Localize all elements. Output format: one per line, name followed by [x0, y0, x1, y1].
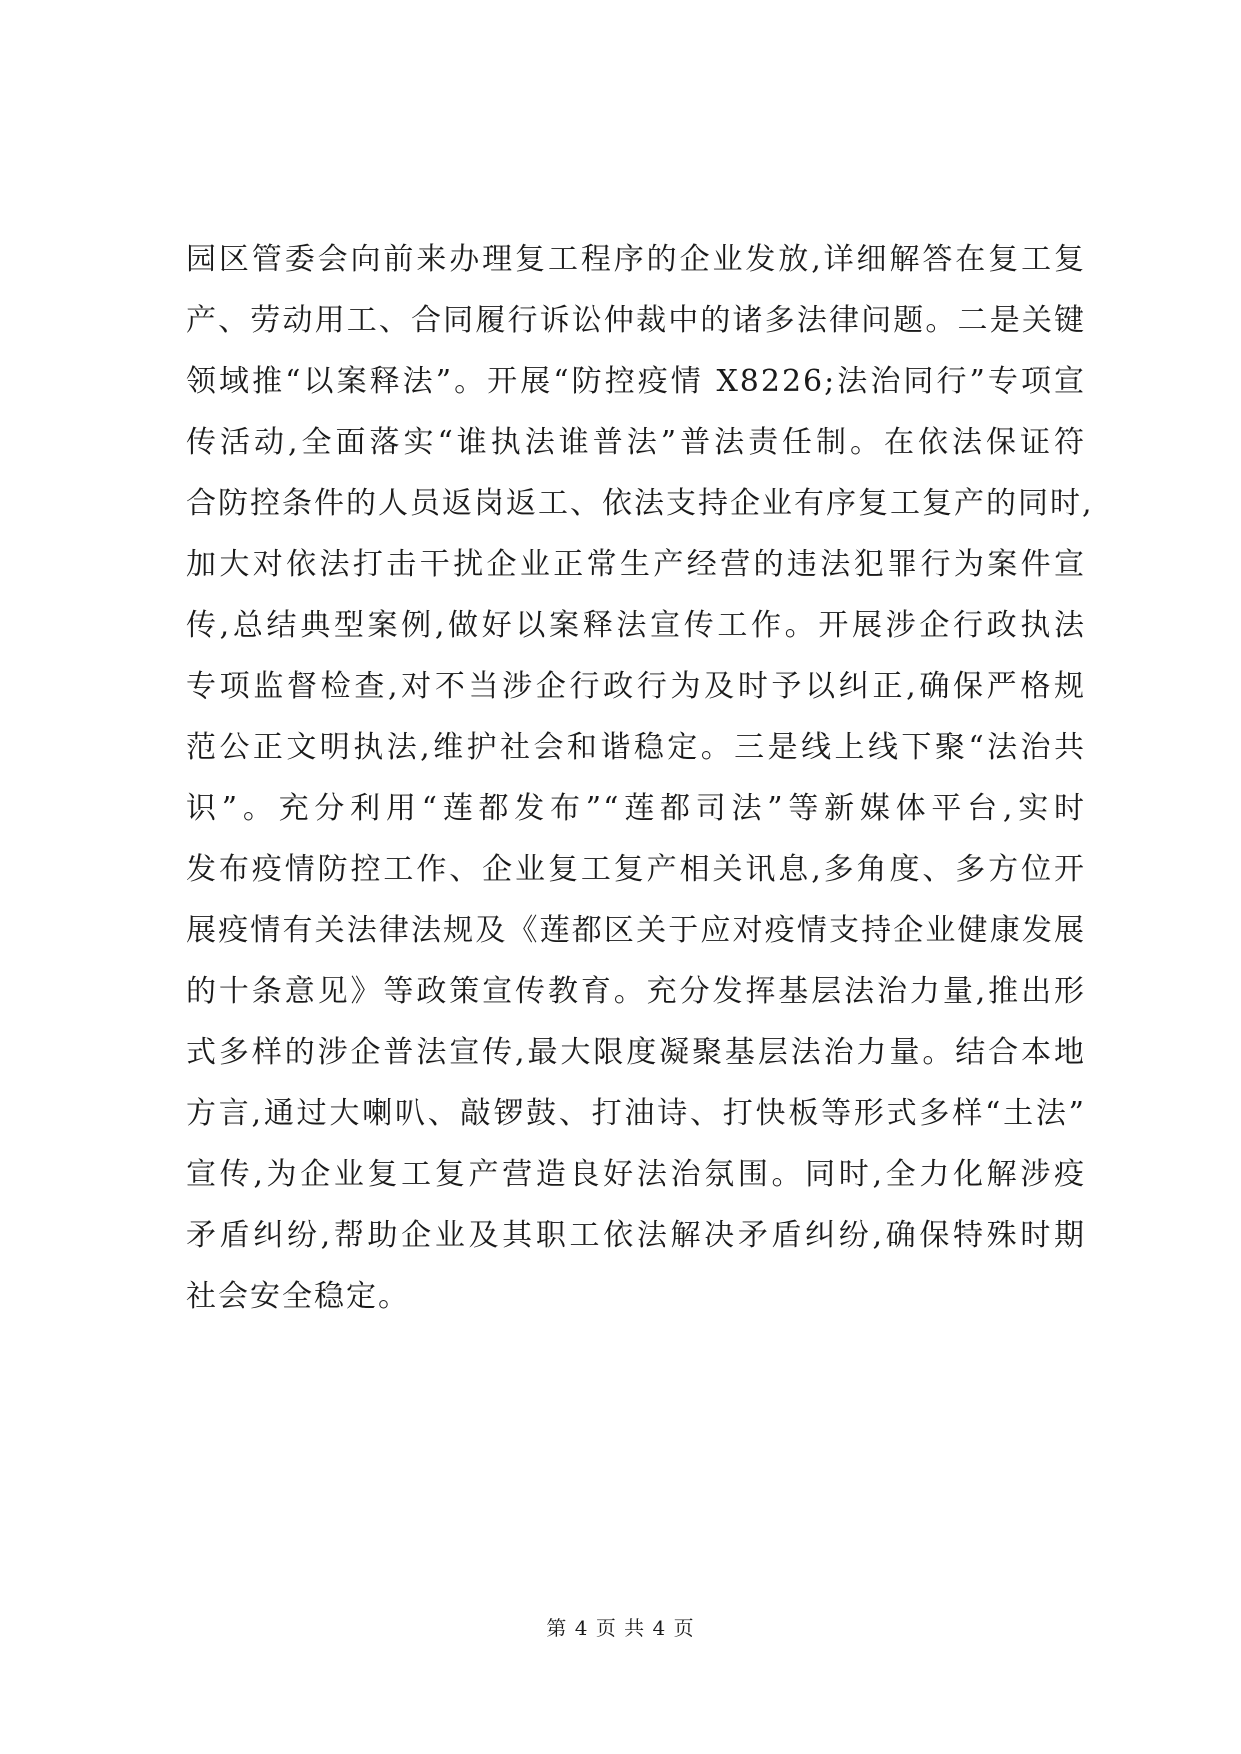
page-number-footer: 第 4 页 共 4 页 — [546, 1616, 695, 1640]
text-line: 专项监督检查,对不当涉企行政行为及时予以纠正,确保严格规 — [186, 669, 1086, 704]
text-line: 方言,通过大喇叭、敲锣鼓、打油诗、打快板等形式多样“土法” — [186, 1096, 1086, 1131]
text-line: 矛盾纠纷,帮助企业及其职工依法解决矛盾纠纷,确保特殊时期 — [186, 1218, 1086, 1253]
text-line: 展疫情有关法律法规及《莲都区关于应对疫情支持企业健康发展 — [186, 913, 1086, 948]
text-line: 合防控条件的人员返岗返工、依法支持企业有序复工复产的同时, — [186, 486, 1094, 521]
text-line: 式多样的涉企普法宣传,最大限度凝聚基层法治力量。结合本地 — [186, 1035, 1086, 1070]
text-line: 产、劳动用工、合同履行诉讼仲裁中的诸多法律问题。二是关键 — [186, 303, 1086, 338]
text-line: 范公正文明执法,维护社会和谐稳定。三是线上线下聚“法治共 — [186, 730, 1086, 765]
text-line: 园区管委会向前来办理复工程序的企业发放,详细解答在复工复 — [186, 242, 1086, 277]
text-line: 的十条意见》等政策宣传教育。充分发挥基层法治力量,推出形 — [186, 974, 1086, 1009]
text-line: 发布疫情防控工作、企业复工复产相关讯息,多角度、多方位开 — [186, 852, 1086, 887]
body-paragraph — [186, 240, 1094, 1338]
text-line: 社会安全稳定。 — [186, 1279, 410, 1314]
text-line: 宣传,为企业复工复产营造良好法治氛围。同时,全力化解涉疫 — [186, 1157, 1086, 1192]
text-line: 传活动,全面落实“谁执法谁普法”普法责任制。在依法保证符 — [186, 425, 1086, 460]
text-line: 加大对依法打击干扰企业正常生产经营的违法犯罪行为案件宣 — [186, 547, 1086, 582]
text-line: 识”。充分利用“莲都发布”“莲都司法”等新媒体平台,实时 — [186, 791, 1086, 826]
text-line: 领域推“以案释法”。开展“防控疫情 X8226;法治同行”专项宣 — [186, 364, 1086, 399]
text-line: 传,总结典型案例,做好以案释法宣传工作。开展涉企行政执法 — [186, 608, 1086, 643]
